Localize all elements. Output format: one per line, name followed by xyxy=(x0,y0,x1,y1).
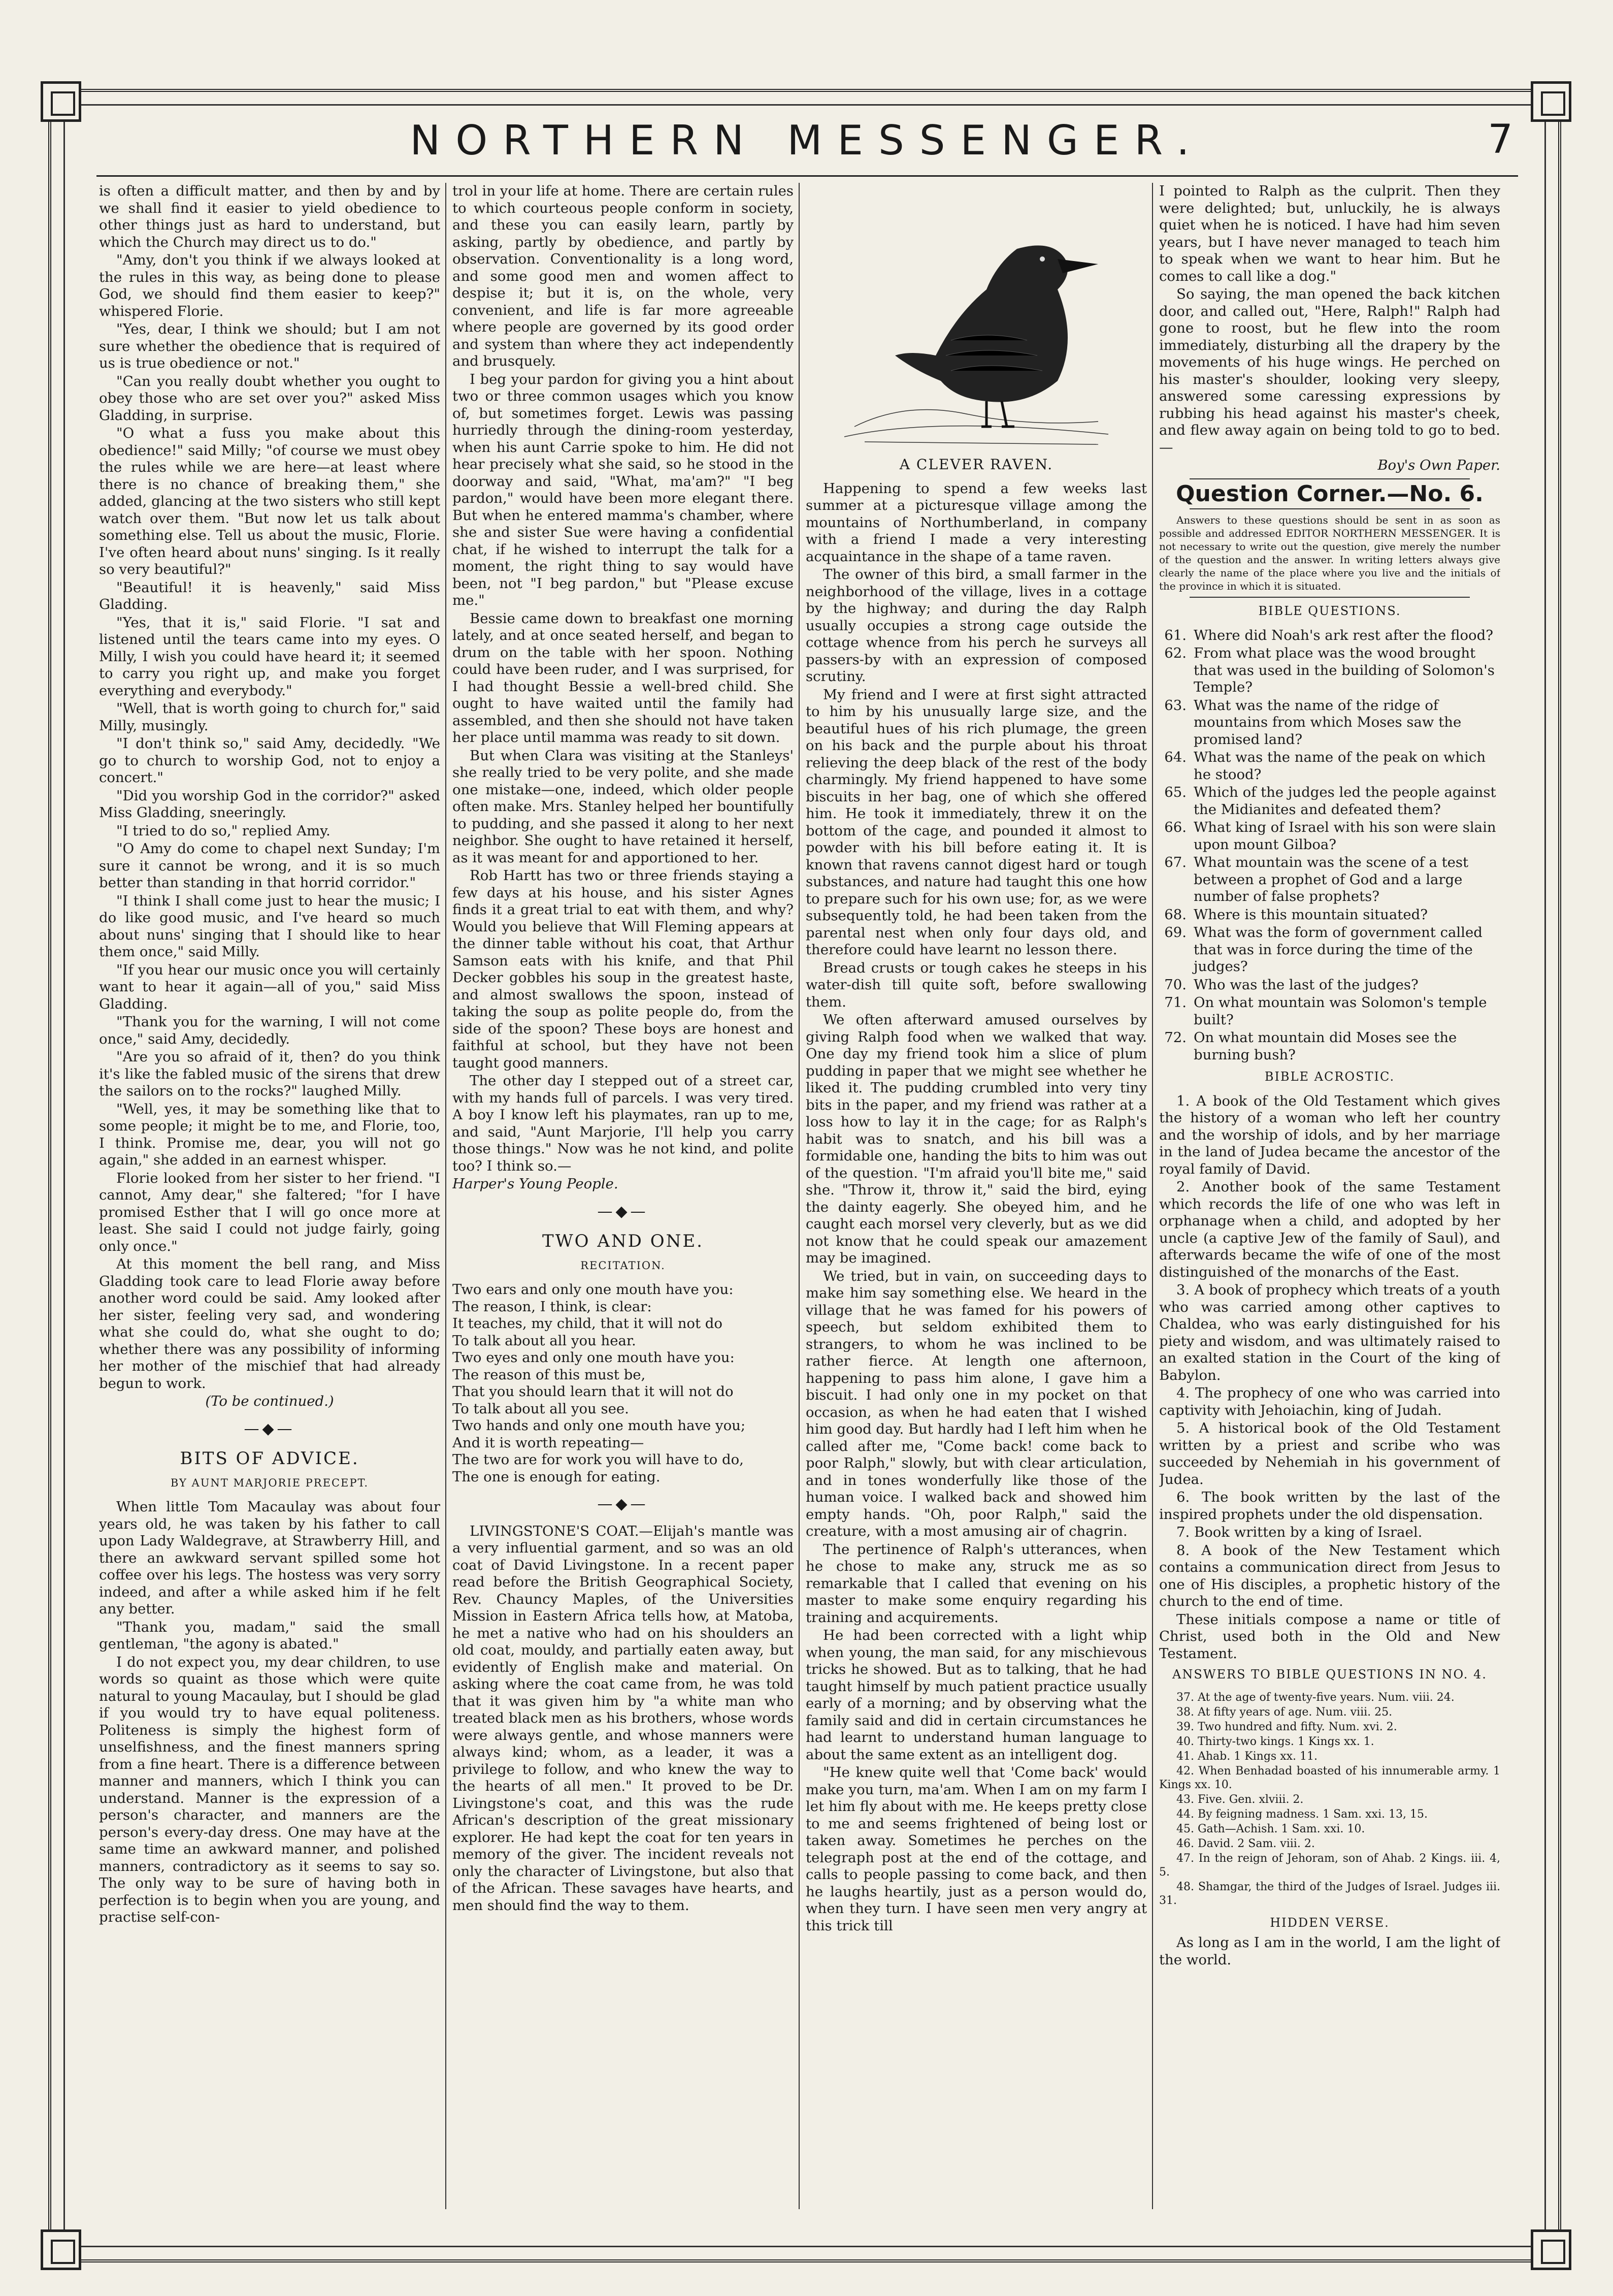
answer-item: 46. David. 2 Sam. viii. 2. xyxy=(1176,1837,1315,1850)
question-number: 69. xyxy=(1164,924,1187,941)
masthead-rule xyxy=(96,175,1518,177)
divider-ornament: —◆— xyxy=(244,1419,295,1438)
paragraph: 8. A book of the New Testament which contains a communication direct from Jesus to one of His disciples, a prophetic history of the church to the end of time. xyxy=(1159,1542,1500,1609)
to-be-continued: (To be continued.) xyxy=(205,1393,334,1409)
article-heading: BITS OF ADVICE. xyxy=(180,1448,359,1469)
paragraph: 6. The book written by the last of the inspired prophets under the old dispensation. xyxy=(1159,1489,1500,1523)
question-number: 70. xyxy=(1164,976,1187,993)
question-text: Where is this mountain situated? xyxy=(1194,906,1428,923)
divider-ornament: —◆— xyxy=(597,1202,649,1220)
question-number: 65. xyxy=(1164,784,1187,800)
poem-line: The one is enough for eating. xyxy=(452,1468,661,1485)
poem-line: The two are for work you will have to do, xyxy=(452,1451,744,1468)
poem-line: That you should learn that it will not do xyxy=(452,1383,734,1400)
paragraph: So saying, the man opened the back kitchen door, and called out, "Here, Ralph!" Ralph had gone to roost, but he flew into the room immediately, disturbing all the drapery by the movements of his huge wings. He perched on his master's shoulder, looking very sleepy, answered some caressing expressions by rubbing his head against his master's cheek, and flew away again on being told to go to bed.— xyxy=(1159,286,1500,456)
list-item xyxy=(1159,977,1500,994)
poem-line: And it is worth repeating— xyxy=(452,1434,644,1451)
paragraph: At this moment the bell rang, and Miss Gladding took care to lead Florie away before another word could be said. Amy looked after her sister, feeling very sad, and wondering what she could do, what she ought to do; whether there was any possibility of informing her mother of the mischief that had already begun to work. xyxy=(99,1256,440,1392)
paragraph: When little Tom Macaulay was about four years old, he was taken by his father to call upon Lady Waldegrave, at Strawberry Hill, and there an awkward servant spilled some hot coffee over his legs. The hostess was very sorry indeed, and after a while asked him if he felt any better. xyxy=(99,1499,440,1617)
list-item xyxy=(1159,645,1500,696)
page-number: 7 xyxy=(1488,117,1513,163)
column-rule xyxy=(799,183,800,2209)
paragraph: We tried, but in vain, on succeeding days to make him say something else. We heard in the village that he was famed for his powers of speech, but seldom exhibited them to strangers, to whom he was inclined to be rather fierce. At length one afternoon, happening to pass him alone, I gave him a biscuit. I had only one in my pocket on that occasion, as when he had eaten that I wished him good day. But hardly had I left him when he called after me, "Come back! come back to poor Ralph," slowly, but with clear articulation, and in tones wonderfully like those of the human voice. I walked back and showed him empty hands. "Oh, poor Ralph," said the creature, with a most amusing air of chagrin. xyxy=(806,1268,1147,1539)
list-item xyxy=(1159,994,1500,1028)
bible-acrostic-heading: BIBLE ACROSTIC. xyxy=(1264,1070,1395,1084)
paragraph: "Can you really doubt whether you ought to obey those who are set over you?" asked Miss Gladding, in surprise. xyxy=(99,373,440,424)
answer-item: 38. At fifty years of age. Num. viii. 25. xyxy=(1176,1705,1393,1719)
article-heading: TWO AND ONE. xyxy=(542,1231,704,1251)
column-4 xyxy=(1159,183,1500,2209)
paragraph: My friend and I were at first sight attracted to him by his unusually large size, and the beautiful hues of his rich plumage, the green on his back and the purple about his throat relieving the deep black of the rest of the body charmingly. My friend happened to have some biscuits in her bag, one of which she offered him. He took it immediately, threw it on the bottom of the cage, and pounded it almost to powder with his bill before eating it. It is known that ravens cannot digest hard or tough substances, and nature had taught this one how to prepare such for his own use; for, as we were subsequently told, he had been taken from the parental nest when only four days old, and therefore could have learnt no lesson there. xyxy=(806,686,1147,958)
list-item xyxy=(1159,627,1500,644)
article-subheading: RECITATION. xyxy=(580,1259,666,1272)
question-number: 71. xyxy=(1164,994,1187,1011)
paragraph: I do not expect you, my dear children, to use words so quaint as those which were quite natural to young Macaulay, but I should be glad if you would try to have equal politeness. Politeness is simply the highest form of unselfishness, and the finest manners spring from a fine heart. There is a difference between manner and manners, which I think you can understand. Manner is the expression of a person's character, and manners are the person's every-day dress. One may have at the same time an awkward manner, and polished manners, contradictory as it seems to say so. The only way to be sure of having both in perfection is to begin when you are young, and practise self-con- xyxy=(99,1654,440,1925)
list-item xyxy=(1159,924,1500,976)
column-1 xyxy=(99,183,440,2209)
question-text: What was the name of the ridge of mountains from which Moses saw the promised land? xyxy=(1194,697,1462,748)
paragraph: Happening to spend a few weeks last summer at a picturesque village among the mountains of Northumberland, in company with a friend I made a very interesting acquaintance in the shape of a tame raven. xyxy=(806,480,1147,565)
paragraph: LIVINGSTONE'S COAT.—Elijah's mantle was a very influential garment, and so was an old coat of David Livingstone. In a recent paper read before the British Geographical Society, Rev. Chauncy Maples, of the Universities Mission in Eastern Africa tells how, at Matoba, he met a native who had on his shoulders an old coat, mouldy, and partially eaten away, but evidently of English make and material. On asking where the coat came from, he was told that it was given him by "a white man who treated black men as his brothers, whose words were always gentle, and whose manners were always kind; whom, as a leader, it was a privilege to follow, and who knew the way to the hearts of all men." It proved to be Dr. Livingstone's coat, and this was the rude African's description of the great missionary explorer. He had kept the coat for ten years in memory of the giver. The incident reveals not only the character of Livingstone, but also that of the African. These savages have hearts, and men should find the way to them. xyxy=(452,1523,794,1914)
question-number: 68. xyxy=(1164,906,1187,923)
illustration-caption: A CLEVER RAVEN. xyxy=(899,456,1054,473)
paragraph: is often a difficult matter, and then by and by we shall find it easier to yield obedience to other things just as hard to understand, but which the Church may direct us to do." xyxy=(99,183,440,250)
paragraph: "Are you so afraid of it, then? do you think it's like the fabled music of the sirens that drew the sailors on to the rocks?" laughed Milly. xyxy=(99,1049,440,1099)
list-item xyxy=(1159,907,1500,924)
list-item xyxy=(1159,1029,1500,1063)
question-text: What king of Israel with his son were slain upon mount Gilboa? xyxy=(1194,819,1496,853)
story-continuation xyxy=(99,183,440,1410)
source-credit: Boy's Own Paper. xyxy=(1377,457,1500,473)
poem-line: It teaches, my child, that it will not do xyxy=(452,1315,722,1332)
paragraph: We often afterward amused ourselves by giving Ralph food when we walked that way. One day my friend took him a slice of plum pudding in paper that we might see whether he liked it. The pudding crumbled into very tiny bits in the paper, and my friend was rather at a loss how to lay it in the cage; for as Ralph's habit was to snatch, and his bill was a formidable one, handing the bits to him was out of the question. "I'm afraid you'll bite me," said she. "Throw it, throw it," said the bird, eying the dainty eagerly. She obeyed him, and he caught each morsel very cleverly, but as we did not know that he could speak our amazement may be imagined. xyxy=(806,1012,1147,1266)
section-rule xyxy=(1190,508,1470,509)
question-text: What was the name of the peak on which he stood? xyxy=(1194,749,1486,783)
paragraph: The pertinence of Ralph's utterances, when he chose to make any, struck me as so remarkable that I called that evening on his master to make some enquiry regarding his training and acquirements. xyxy=(806,1541,1147,1626)
paragraph: 3. A book of prophecy which treats of a youth who was carried among other captives to Chaldea, who was early distinguished for his piety and wisdom, and was ultimately raised to an exalted station in the Court of the king of Babylon. xyxy=(1159,1282,1500,1383)
list-item xyxy=(1159,854,1500,906)
question-number: 67. xyxy=(1164,854,1187,870)
answer-item: 41. Ahab. 1 Kings xx. 11. xyxy=(1176,1750,1318,1763)
poem-line: To talk about all you hear. xyxy=(452,1332,636,1349)
paragraph: "O what a fuss you make about this obedience!" said Milly; "of course we must obey the rules while we are here—at least where there is no chance of breaking them," she added, glancing at the two sisters who still kept watch over them. "But now let us talk about something else. Tell us about the music, Florie. I've often heard about nuns' singing. Is it really so very beautiful?" xyxy=(99,425,440,577)
corner-ornament xyxy=(41,2229,81,2270)
paragraph: 4. The prophecy of one who was carried into captivity with Jehoiachin, king of Judah. xyxy=(1159,1385,1500,1418)
column-rule xyxy=(445,183,446,2209)
column-rule xyxy=(1152,183,1153,2209)
paragraph: These initials compose a name or title of Christ, used both in the Old and New Testament. xyxy=(1159,1611,1500,1662)
source-credit: Harper's Young People. xyxy=(452,1176,618,1192)
paragraph: The owner of this bird, a small farmer in the neighborhood of the village, lives in a cottage by the highway; and during the day Ralph usually occupies a strong cage outside the cottage whence from his perch he surveys all passers-by with an expression of composed scrutiny. xyxy=(806,566,1147,685)
column-2 xyxy=(452,183,794,2209)
question-number: 64. xyxy=(1164,749,1187,765)
answer-item: 39. Two hundred and fifty. Num. xvi. 2. xyxy=(1176,1720,1397,1733)
list-item xyxy=(1159,749,1500,783)
paragraph: "I don't think so," said Amy, decidedly. "We go to church to worship God, not to enjoy a concert." xyxy=(99,735,440,786)
paragraph: "O Amy do come to chapel next Sunday; I'm sure it cannot be wrong, and it is so much better than standing in that horrid corridor." xyxy=(99,840,440,891)
raven-illustration xyxy=(834,188,1118,452)
paragraph: "Well, yes, it may be something like that to some people; it might be to me, and Florie, too, I think. Promise me, dear, you will not go again," she added in an earnest whisper. xyxy=(99,1101,440,1168)
paragraph: 7. Book written by a king of Israel. xyxy=(1176,1524,1423,1540)
question-text: On what mountain did Moses see the burning bush? xyxy=(1194,1029,1457,1063)
poem-line: Two ears and only one mouth have you: xyxy=(452,1281,734,1298)
answer-item: 40. Thirty-two kings. 1 Kings xx. 1. xyxy=(1176,1735,1374,1748)
article-byline: BY AUNT MARJORIE PRECEPT. xyxy=(170,1476,369,1489)
paragraph: "Thank you for the warning, I will not come once," said Amy, decidedly. xyxy=(99,1014,440,1047)
poem-line: Two eyes and only one mouth have you: xyxy=(452,1349,735,1366)
hidden-verse-heading: HIDDEN VERSE. xyxy=(1270,1915,1390,1930)
paragraph: Rob Hartt has two or three friends staying a few days at his house, and his sister Agnes finds it a great trial to eat with them, and why? Would you believe that Will Fleming appears at the dinner table without his coat, that Arthur Samson eats with his knife, and that Phil Decker gobbles his soup in the greatest haste, and almost swallows the spoon, instead of taking the soup as polite people do, from the side of the spoon? These boys are honest and faithful at school, but they have not been taught good manners. xyxy=(452,867,794,1071)
paragraph: "I tried to do so," replied Amy. xyxy=(116,822,331,839)
paragraph: 5. A historical book of the Old Testament written by a priest and scribe who was succeeded by Nehemiah in his government of Judea. xyxy=(1159,1420,1500,1487)
paragraph: "He knew quite well that 'Come back' would make you turn, ma'am. When I am on my farm I let him fly about with me. He keeps pretty close to me and seems frightened of being lost or taken away. Sometimes he perches on the telegraph post at the end of the cottage, and calls to people passing to come back, and then he laughs heartily, just as a person would do, when they turn. I have seen men very angry at this trick till xyxy=(806,1764,1147,1934)
bible-questions-heading: BIBLE QUESTIONS. xyxy=(1258,604,1401,618)
paragraph: Florie looked from her sister to her friend. "I cannot, Amy dear," she faltered; "for I have promised Esther that I will go once more at least. She said I could not judge fairly, going only once." xyxy=(99,1170,440,1254)
corner-ornament xyxy=(1531,81,1571,122)
question-text: Which of the judges led the people against the Midianites and defeated them? xyxy=(1194,784,1496,818)
divider-ornament: —◆— xyxy=(597,1495,649,1513)
answer-item: 47. In the reign of Jehoram, son of Ahab. 2 Kings. iii. 4, 5. xyxy=(1159,1852,1500,1879)
question-text: From what place was the wood brought that was used in the building of Solomon's Temple? xyxy=(1194,645,1495,695)
question-corner-note: Answers to these questions should be sent in as soon as possible and addressed EDITOR NORTHERN MESSENGER. It is not necessary to write out the question, give merely the number of the question and the answer. In writing letters always give clearly the name of the place where you live and the initials of the province in which it is situated. xyxy=(1159,514,1500,592)
paragraph: Bessie came down to breakfast one morning lately, and at once seated herself, and began to drum on the table with her spoon. Nothing could have been ruder, and I was surprised, for I had thought Bessie a well-bred child. She ought to have waited until the family had assembled, and then she should not have taken her place until mamma was ready to sit down. xyxy=(452,610,794,746)
question-number: 72. xyxy=(1164,1029,1187,1046)
poem-line: The reason of this must be, xyxy=(452,1366,646,1383)
answer-item: 43. Five. Gen. xlviii. 2. xyxy=(1176,1793,1304,1806)
corner-ornament xyxy=(41,81,81,122)
question-text: What mountain was the scene of a test between a prophet of God and a large number of false prophets? xyxy=(1194,854,1469,904)
answer-item: 45. Gath—Achish. 1 Sam. xxi. 10. xyxy=(1176,1822,1365,1835)
poem xyxy=(452,1281,794,1485)
question-number: 63. xyxy=(1164,697,1187,714)
paragraph: He had been corrected with a light whip when young, the man said, for any mischievous tricks he showed. But as to talking, that he had taught himself by much patient practice usually early of a morning; and by observing what the family said and did in certain circumstances he had learnt to understand human language to about the same extent as an intelligent dog. xyxy=(806,1627,1147,1763)
answer-item: 48. Shamgar, the third of the Judges of Israel. Judges iii. 31. xyxy=(1159,1880,1500,1907)
answers-heading: ANSWERS TO BIBLE QUESTIONS IN NO. 4. xyxy=(1172,1667,1487,1681)
answer-item: 37. At the age of twenty-five years. Num. viii. 24. xyxy=(1176,1691,1455,1704)
question-text: What was the form of government called that was in force during the time of the judges? xyxy=(1194,924,1483,975)
paragraph: trol in your life at home. There are certain rules to which courteous people conform in society, and these you can easily learn, partly by asking, partly by obedience, and partly by observation. Conventionality is a long word, and some good men and women affect to despise it; but it is, on the whole, very convenient, and life is far more agreeable where people are governed by its good order and system than where they act independently and brusquely. xyxy=(452,183,794,369)
question-number: 62. xyxy=(1164,645,1187,661)
question-text: On what mountain was Solomon's temple built? xyxy=(1194,994,1487,1028)
list-item xyxy=(1159,697,1500,749)
list-item xyxy=(1159,784,1500,818)
paragraph: 1. A book of the Old Testament which gives the history of a woman who left her country and the worship of idols, and by her marriage in the land of Judea became the ancestor of the royal family of David. xyxy=(1159,1092,1500,1177)
paragraph: "Beautiful! it is heavenly," said Miss Gladding. xyxy=(99,579,440,612)
section-rule xyxy=(1190,478,1470,479)
paragraph: "Yes, that it is," said Florie. "I sat and listened until the tears came into my eyes. O Milly, I wish you could have heard it; it seemed to carry you right up, and make you forget everything and everybody." xyxy=(99,614,440,699)
question-number: 66. xyxy=(1164,819,1187,835)
answer-item: 42. When Benhadad boasted of his innumerable army. 1 Kings xx. 10. xyxy=(1159,1764,1500,1791)
paragraph: 2. Another book of the same Testament which records the life of one who was left in orphanage when a child, and adopted by her uncle (a captive Jew of the family of Saul), and afterwards became the wife of one of the most distinguished of the monarchs of the East. xyxy=(1159,1179,1500,1280)
paragraph: But when Clara was visiting at the Stanleys' she really tried to be very polite, and she made one mistake—one, indeed, which older people often make. Mrs. Stanley helped her bountifully to pudding, and she passed it along to her next neighbor. She ought to have retained it herself, as it was meant for and apportioned to her. xyxy=(452,747,794,866)
paragraph: "Did you worship God in the corridor?" asked Miss Gladding, sneeringly. xyxy=(99,787,440,821)
hidden-verse-text: As long as I am in the world, I am the light of the world. xyxy=(1159,1934,1500,1968)
masthead xyxy=(96,114,1518,173)
poem-line: To talk about all you see. xyxy=(452,1400,629,1417)
paragraph: I pointed to Ralph as the culprit. Then they were delighted; but, unluckily, he is always quiet when he is noticed. I have had him seven years, but I have never managed to teach him to speak when we want to hear him. But he comes to call like a dog." xyxy=(1159,183,1500,284)
paragraph: "I think I shall come just to hear the music; I do like good music, and I've heard so much about nuns' singing that I should like to hear them once," said Milly. xyxy=(99,892,440,960)
answer-item: 44. By feigning madness. 1 Sam. xxi. 13, 15. xyxy=(1176,1807,1428,1821)
column-3 xyxy=(806,183,1147,2209)
question-number: 61. xyxy=(1164,627,1187,643)
corner-ornament xyxy=(1531,2229,1571,2270)
masthead-title: NORTHERN MESSENGER. xyxy=(410,117,1205,164)
paragraph: Bread crusts or tough cakes he steeps in his water-dish till quite soft, before swallowing them. xyxy=(806,959,1147,1010)
poem-line: The reason, I think, is clear: xyxy=(452,1298,652,1315)
question-text: Where did Noah's ark rest after the flood? xyxy=(1194,627,1493,643)
question-text: Who was the last of the judges? xyxy=(1194,976,1419,993)
poem-line: Two hands and only one mouth have you; xyxy=(452,1417,746,1434)
bible-questions-list xyxy=(1159,627,1500,1064)
paragraph: "Thank you, madam," said the small gentleman, "the agony is abated." xyxy=(99,1619,440,1652)
section-rule xyxy=(1190,597,1470,598)
paragraph: "If you hear our music once you will certainly want to hear it again—all of you," said Miss Gladding. xyxy=(99,961,440,1012)
paragraph: The other day I stepped out of a street car, with my hands full of parcels. I was very tired. A boy I know left his playmates, ran up to me, and said, "Aunt Marjorie, I'll help you carry those things." Now was he not kind, and polite too? I think so.— xyxy=(452,1073,794,1174)
paragraph: "Amy, don't you think if we always looked at the rules in this way, as being done to please God, we should find them easier to keep?" whispered Florie. xyxy=(99,252,440,319)
paragraph: "Yes, dear, I think we should; but I am not sure whether the obedience that is required of us is true obedience or not." xyxy=(99,321,440,371)
list-item xyxy=(1159,819,1500,853)
paragraph: "Well, that is worth going to church for," said Milly, musingly. xyxy=(99,700,440,734)
paragraph: I beg your pardon for giving you a hint about two or three common usages which you know of, but sometimes forget. Lewis was passing hurriedly through the dining-room yesterday, when his aunt Carrie spoke to him. He did not hear precisely what she said, so he stood in the doorway and said, "What, ma'am?" "I beg pardon," would have been more elegant there. But when he entered mamma's chamber, where she and sister Sue were having a confidential chat, if he wished to interrupt the talk for a moment, the right thing to say would have been, not "I beg pardon," but "Please excuse me." xyxy=(452,371,794,608)
question-corner-title: Question Corner.—No. 6. xyxy=(1176,480,1484,507)
